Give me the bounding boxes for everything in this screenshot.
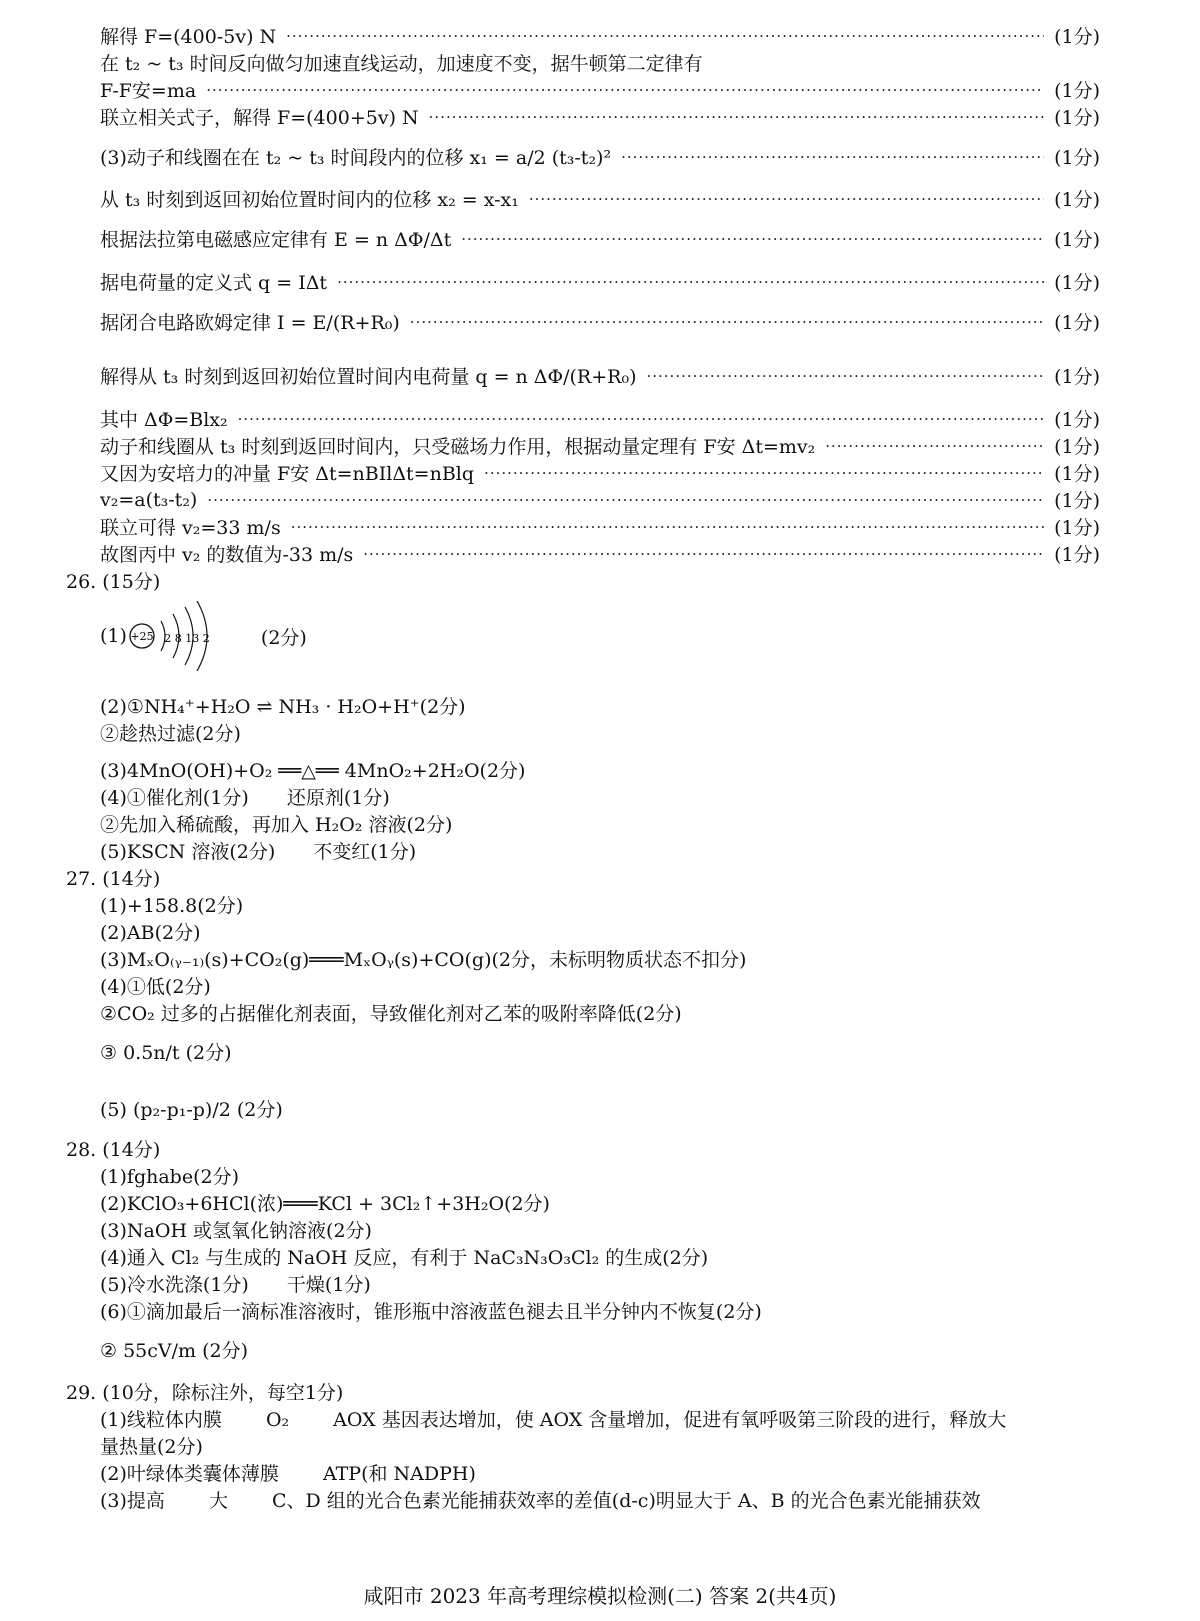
- q26-item-5: (4)①催化剂(1分) 还原剂(1分): [100, 787, 390, 809]
- q28-item-2: (2)KClO₃+6HCl(浓)═══KCl + 3Cl₂↑+3H₂O(2分): [100, 1193, 550, 1215]
- question-27-title: 27. (14分): [66, 868, 161, 890]
- q26-item-1: (1) +25 2 8 13 2 (2分): [100, 596, 1100, 676]
- score-label: (1分): [1054, 463, 1100, 485]
- score-label: (1分): [1054, 26, 1100, 48]
- q28-item-4: (4)通入 Cl₂ 与生成的 NaOH 反应，有利于 NaC₃N₃O₃Cl₂ 的生成(2分): [100, 1247, 709, 1269]
- q28-item-7: ② 55cV/m (2分): [100, 1340, 248, 1362]
- nucleus-label: +25: [130, 630, 154, 643]
- answer-line: 据闭合电路欧姆定律 I = E/(R+R₀) ····· (1分): [100, 308, 1100, 335]
- answer-line: 故图丙中 v₂ 的数值为-33 m/s ····· (1分): [100, 540, 1100, 567]
- q29-item-3: (2)叶绿体类囊体薄膜 ATP(和 NADPH): [100, 1463, 476, 1485]
- score-label: (1分): [1054, 490, 1100, 512]
- q26-item-4: (3)4MnO(OH)+O₂ ══△══ 4MnO₂+2H₂O(2分): [100, 760, 526, 782]
- score-label: (1分): [1054, 312, 1100, 334]
- q28-item-1: (1)fghabe(2分): [100, 1166, 239, 1188]
- answer-line: 解得从 t₃ 时刻到返回初始位置时间内电荷量 q = n ΔΦ/(R+R₀) ····· (1分): [100, 362, 1100, 389]
- answer-line: F-F安=ma ····· (1分): [100, 76, 1100, 103]
- question-28-title: 28. (14分): [66, 1139, 161, 1161]
- q27-item-7: (5) (p₂-p₁-p)/2 (2分): [100, 1099, 283, 1121]
- score-label: (1分): [1054, 189, 1100, 211]
- q28-item-6: (6)①滴加最后一滴标准溶液时，锥形瓶中溶液蓝色褪去且半分钟内不恢复(2分): [100, 1301, 762, 1323]
- q27-item-4: (4)①低(2分): [100, 976, 211, 998]
- question-29-title: 29. (10分，除标注外，每空1分): [66, 1382, 344, 1404]
- score-label: (1分): [1054, 517, 1100, 539]
- answer-line: 在 t₂ ~ t₃ 时间反向做匀加速直线运动，加速度不变，据牛顿第二定律有: [100, 53, 703, 75]
- q26-item-2: (2)①NH₄⁺+H₂O ⇌ NH₃ · H₂O+H⁺(2分): [100, 696, 466, 718]
- q29-item-1: (1)线粒体内膜 O₂ AOX 基因表达增加，使 AOX 含量增加，促进有氧呼吸第三阶段的进行，释放大: [100, 1409, 1007, 1431]
- score-label: (1分): [1054, 272, 1100, 294]
- score-label: (1分): [1054, 544, 1100, 566]
- q26-item-7: (5)KSCN 溶液(2分) 不变红(1分): [100, 841, 417, 863]
- score-label: (1分): [1054, 436, 1100, 458]
- page-footer: 咸阳市 2023 年高考理综模拟检测(二) 答案 2(共4页): [363, 1584, 837, 1608]
- q26-item-3: ②趁热过滤(2分): [100, 723, 241, 745]
- q27-item-6: ③ 0.5n/t (2分): [100, 1042, 232, 1064]
- q28-item-5: (5)冷水洗涤(1分) 干燥(1分): [100, 1274, 371, 1296]
- q28-item-3: (3)NaOH 或氢氧化钠溶液(2分): [100, 1220, 372, 1242]
- answer-line: v₂=a(t₃-t₂) ····· (1分): [100, 486, 1100, 513]
- q29-item-2: 量热量(2分): [100, 1436, 203, 1458]
- score-label: (1分): [1054, 229, 1100, 251]
- score-label: (1分): [1054, 409, 1100, 431]
- answer-line: 联立相关式子，解得 F=(400+5v) N ····· (1分): [100, 103, 1100, 130]
- answer-line: 据电荷量的定义式 q = IΔt ····· (1分): [100, 268, 1100, 295]
- question-26-title: 26. (15分): [66, 571, 161, 593]
- shell-electron-counts: 2 8 13 2: [164, 632, 210, 645]
- score-label: (1分): [1054, 107, 1100, 129]
- answer-line: 其中 ΔΦ=Blx₂ ····· (1分): [100, 405, 1100, 432]
- score-label: (1分): [1054, 80, 1100, 102]
- answer-line: (3)动子和线圈在在 t₂ ~ t₃ 时间段内的位移 x₁ = a/2 (t₃-t₂)² ····· (1分): [100, 143, 1100, 170]
- answer-line: 动子和线圈从 t₃ 时刻到返回时间内，只受磁场力作用，根据动量定理有 F安 Δt=mv₂ ····· (1分): [100, 432, 1100, 459]
- q27-item-3: (3)MₓO₍ᵧ₋₁₎(s)+CO₂(g)═══MₓOᵧ(s)+CO(g)(2分，未标明物质状态不扣分): [100, 949, 747, 971]
- q29-item-4: (3)提高 大 C、D 组的光合色素光能捕获效率的差值(d-c)明显大于 A、B 的光合色素光能捕获效: [100, 1490, 981, 1512]
- answer-line: 联立可得 v₂=33 m/s ····· (1分): [100, 513, 1100, 540]
- answer-line: 解得 F=(400-5v) N ····· (1分): [100, 22, 1100, 49]
- q27-item-5: ②CO₂ 过多的占据催化剂表面，导致催化剂对乙苯的吸附率降低(2分): [100, 1003, 682, 1025]
- score-label: (1分): [1054, 147, 1100, 169]
- q27-item-1: (1)+158.8(2分): [100, 895, 244, 917]
- q27-item-2: (2)AB(2分): [100, 922, 201, 944]
- q26-item-6: ②先加入稀硫酸，再加入 H₂O₂ 溶液(2分): [100, 814, 453, 836]
- answer-line: 从 t₃ 时刻到返回初始位置时间内的位移 x₂ = x-x₁ ····· (1分): [100, 185, 1100, 212]
- answer-line: 又因为安培力的冲量 F安 Δt=nBIlΔt=nBlq ····· (1分): [100, 459, 1100, 486]
- score-label: (1分): [1054, 366, 1100, 388]
- answer-line: 根据法拉第电磁感应定律有 E = n ΔΦ/Δt ····· (1分): [100, 225, 1100, 252]
- atom-structure-diagram: [129, 601, 259, 671]
